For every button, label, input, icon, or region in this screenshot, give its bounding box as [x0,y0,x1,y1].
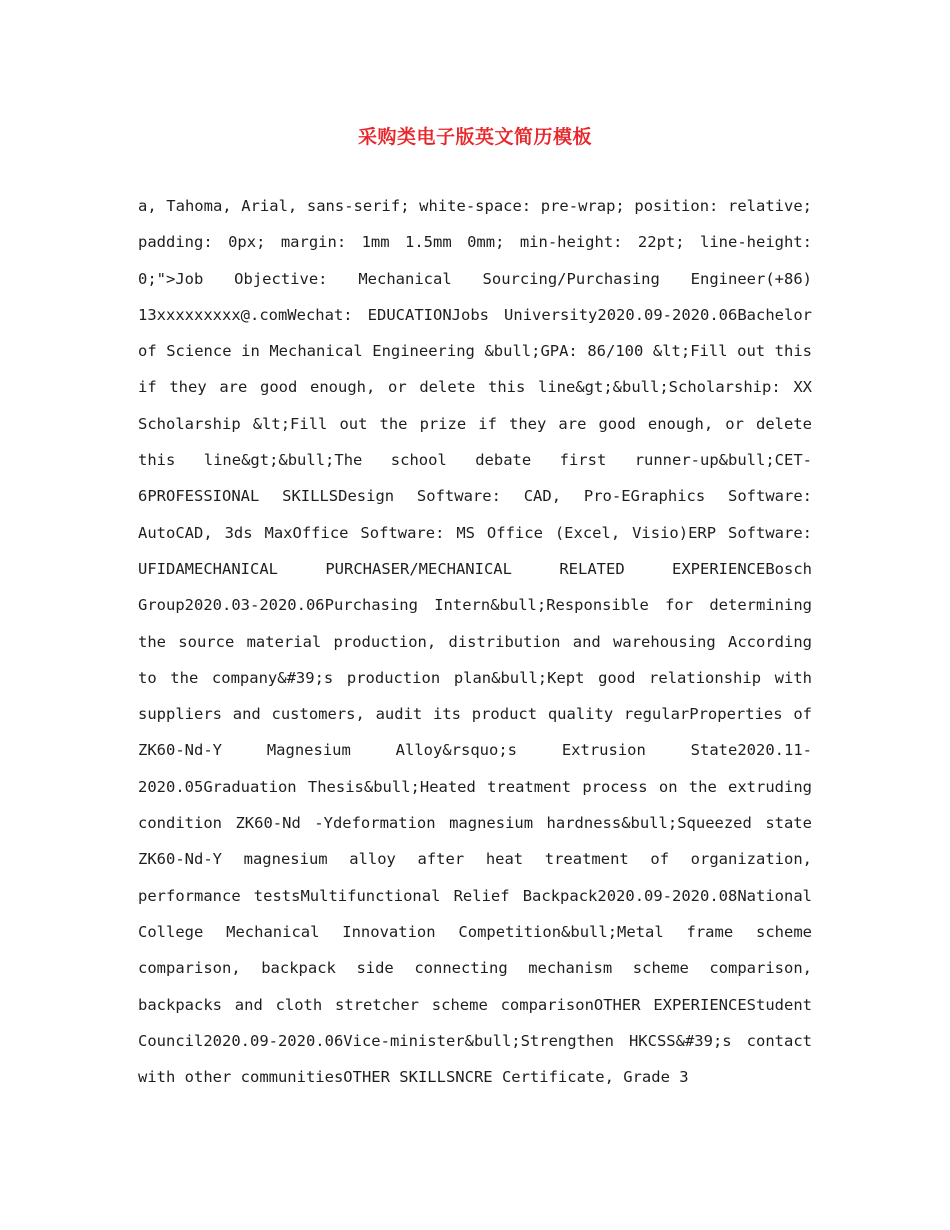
document-title: 采购类电子版英文简历模板 [357,126,592,148]
document-body-text: a, Tahoma, Arial, sans-serif; white-space: pre-wrap; position: relative; padding: 0px; margin: 1mm 1.5mm 0mm; min-height: 22pt; line-height: 0;">Job Objective: Mechanical Sourcing/Purchasing Engineer(+86) 13xxxxxxxxx@.comWechat: EDUCATIONJobs University2020.09-2020.06Bachelor of Science in Mechanical Engineering &bull;GPA: 86/100 &lt;Fill out this if they are good enough, or delete this line&gt;&bull;Scholarship: XX Scholarship &lt;Fill out the prize if they are good enough, or delete this line&gt;&bull;The school debate first runner-up&bull;CET-6PROFESSIONAL SKILLSDesign Software: CAD, Pro-EGraphics Software: AutoCAD, 3ds MaxOffice Software: MS Office (Excel, Visio)ERP Software: UFIDAMECHANICAL PURCHASER/MECHANICAL RELATED EXPERIENCEBosch Group2020.03-2020.06Purchasing Intern&bull;Responsible for determining the source material production, distribution and warehousing According to the company&#39;s production plan&bull;Kept good relationship with suppliers and customers, audit its product quality regularProperties of ZK60-Nd-Y Magnesium Alloy&rsquo;s Extrusion State2020.11-2020.05Graduation Thesis&bull;Heated treatment process on the extruding condition ZK60-Nd -Ydeformation magnesium hardness&bull;Squeezed state ZK60-Nd-Y magnesium alloy after heat treatment of organization, performance testsMultifunctional Relief Backpack2020.09-2020.08National College Mechanical Innovation Competition&bull;Metal frame scheme comparison, backpack side connecting mechanism scheme comparison, backpacks and cloth stretcher scheme comparisonOTHER EXPERIENCEStudent Council2020.09-2020.06Vice-minister&bull;Strengthen HKCSS&#39;s contact with other communitiesOTHER SKILLSNCRE Certificate, Grade 3 [138,197,812,1087]
